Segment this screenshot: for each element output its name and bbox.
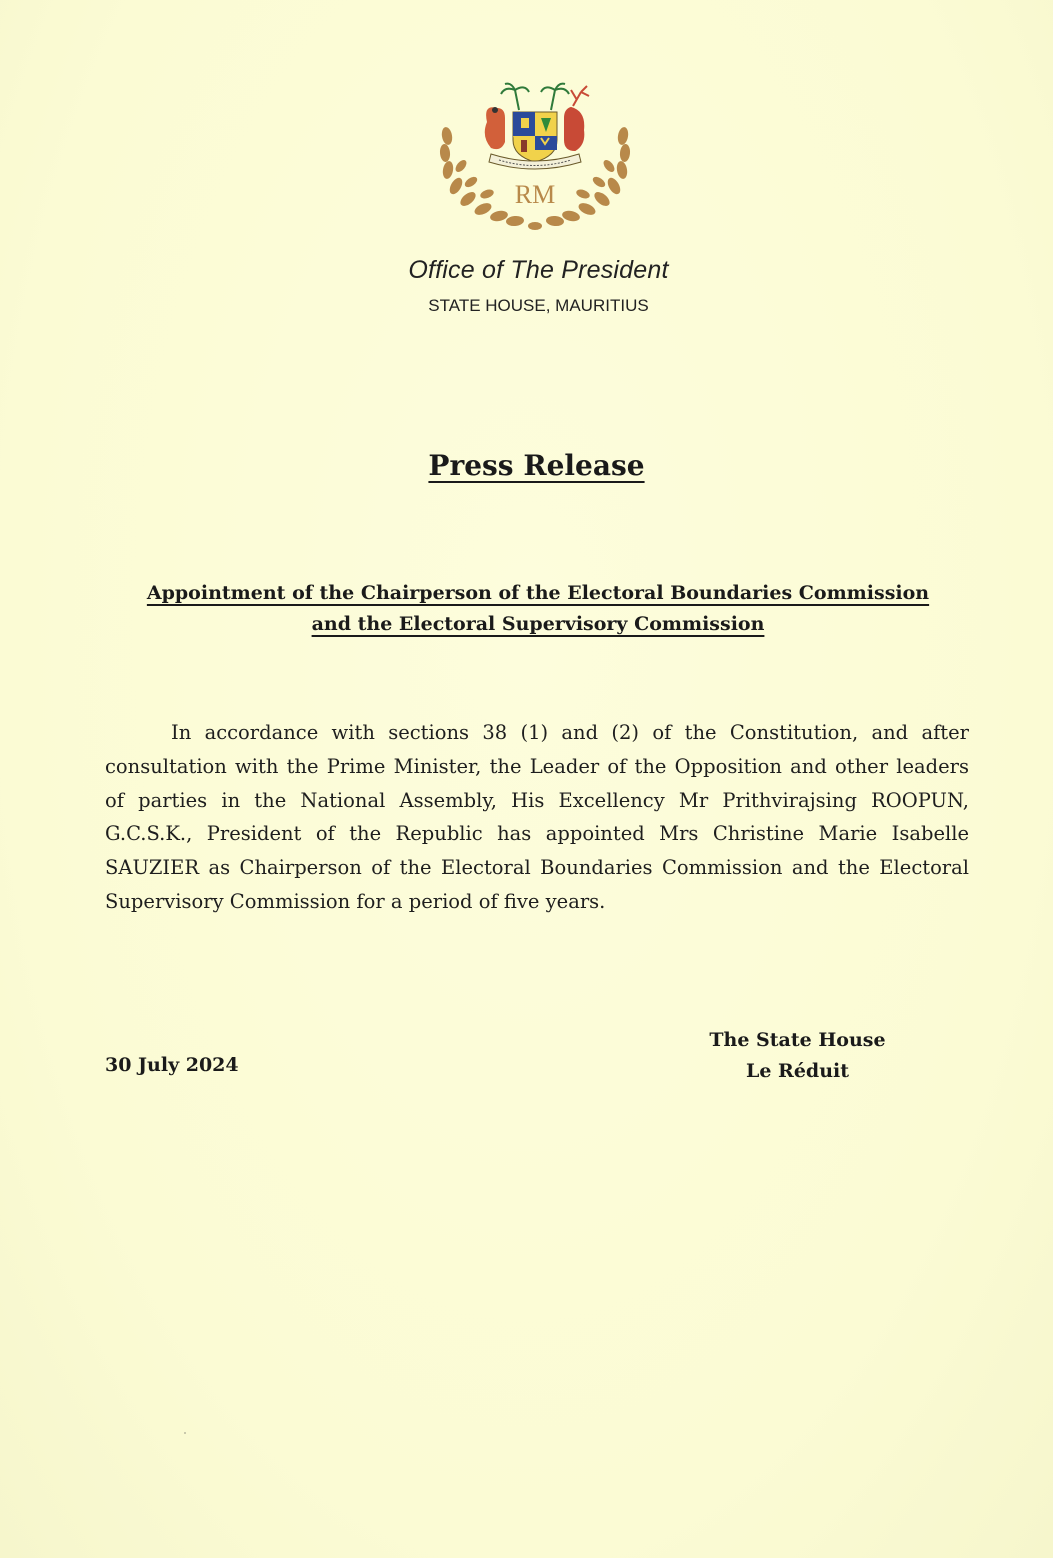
document-heading: Press Release xyxy=(428,449,645,482)
office-title: Office of The President xyxy=(408,256,669,284)
shield-icon xyxy=(513,112,557,162)
dodo-supporter-icon xyxy=(485,107,505,149)
coat-of-arms-emblem xyxy=(435,78,635,233)
paper-speck xyxy=(184,1432,186,1434)
issuing-place-line-2: Le Réduit xyxy=(745,1060,850,1082)
subject-line-1: Appointment of the Chairperson of the Electoral Boundaries Commission xyxy=(146,582,930,604)
deer-supporter-icon xyxy=(565,86,589,150)
office-address: STATE HOUSE, MAURITIUS xyxy=(428,296,649,315)
subject-heading xyxy=(105,578,971,640)
emblem-monogram: RM xyxy=(514,180,556,209)
release-date: 30 July 2024 xyxy=(105,1054,239,1076)
palm-tree-icon xyxy=(501,84,569,110)
subject-line-2: and the Electoral Supervisory Commission xyxy=(311,613,765,635)
issuing-place xyxy=(690,1025,905,1087)
issuing-place-line-1: The State House xyxy=(709,1029,886,1051)
body-paragraph: In accordance with sections 38 (1) and (2) of the Constitution, and after consultation with the Prime Minister, the Leader of the Opposition and other leaders of parties in the National Assembly, His Excellency Mr Prithvirajsing ROOPUN, G.C.S.K., President of the Republic has appointed Mrs Christine Marie Isabelle SAUZIER as Chairperson of the Electoral Boundaries Commission and the Electoral Supervisory Commission for a period of five years. xyxy=(105,721,969,913)
